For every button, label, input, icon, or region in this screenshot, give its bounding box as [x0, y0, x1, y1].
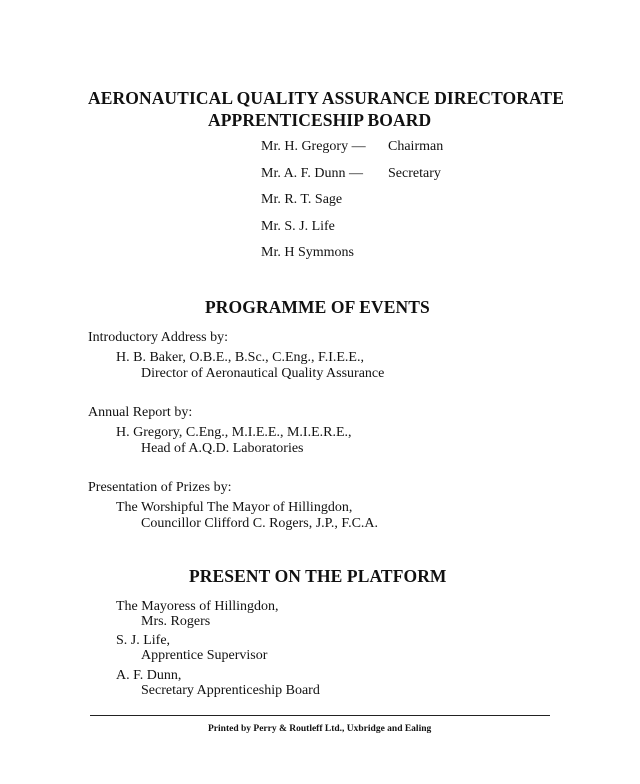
event-detail: Head of A.Q.D. Laboratories: [141, 441, 304, 456]
footer-divider: [90, 715, 550, 716]
guest-detail: Mrs. Rogers: [141, 614, 211, 629]
board-member-name: Mr. H Symmons: [261, 245, 354, 260]
board-member-role: Secretary: [388, 166, 441, 181]
printer-credit: Printed by Perry & Routleff Ltd., Uxbridge and Ealing: [208, 724, 432, 734]
board-member-name: Mr. H. Gregory —: [261, 139, 366, 154]
event-label: Presentation of Prizes by:: [88, 480, 232, 495]
guest-name: S. J. Life,: [116, 633, 171, 648]
programme-heading: PROGRAMME OF EVENTS: [205, 297, 430, 317]
guest-detail: Apprentice Supervisor: [141, 648, 268, 663]
event-person: H. Gregory, C.Eng., M.I.E.E., M.I.E.R.E.,: [116, 425, 352, 440]
event-person: The Worshipful The Mayor of Hillingdon,: [116, 500, 353, 515]
document-title: AERONAUTICAL QUALITY ASSURANCE DIRECTORATE: [88, 88, 564, 108]
event-label: Annual Report by:: [88, 405, 193, 420]
board-member-name: Mr. S. J. Life: [261, 219, 335, 234]
event-detail: Director of Aeronautical Quality Assurance: [141, 366, 385, 381]
platform-heading: PRESENT ON THE PLATFORM: [189, 566, 447, 586]
board-member-role: Chairman: [388, 139, 444, 154]
board-member-name: Mr. A. F. Dunn —: [261, 166, 363, 181]
document-subtitle: APPRENTICESHIP BOARD: [208, 110, 432, 130]
event-label: Introductory Address by:: [88, 330, 228, 345]
guest-detail: Secretary Apprenticeship Board: [141, 683, 320, 698]
event-detail: Councillor Clifford C. Rogers, J.P., F.C.A.: [141, 516, 379, 531]
guest-name: The Mayoress of Hillingdon,: [116, 599, 279, 614]
event-person: H. B. Baker, O.B.E., B.Sc., C.Eng., F.I.E.E.,: [116, 350, 364, 365]
guest-name: A. F. Dunn,: [116, 668, 182, 683]
board-member-name: Mr. R. T. Sage: [261, 192, 343, 207]
